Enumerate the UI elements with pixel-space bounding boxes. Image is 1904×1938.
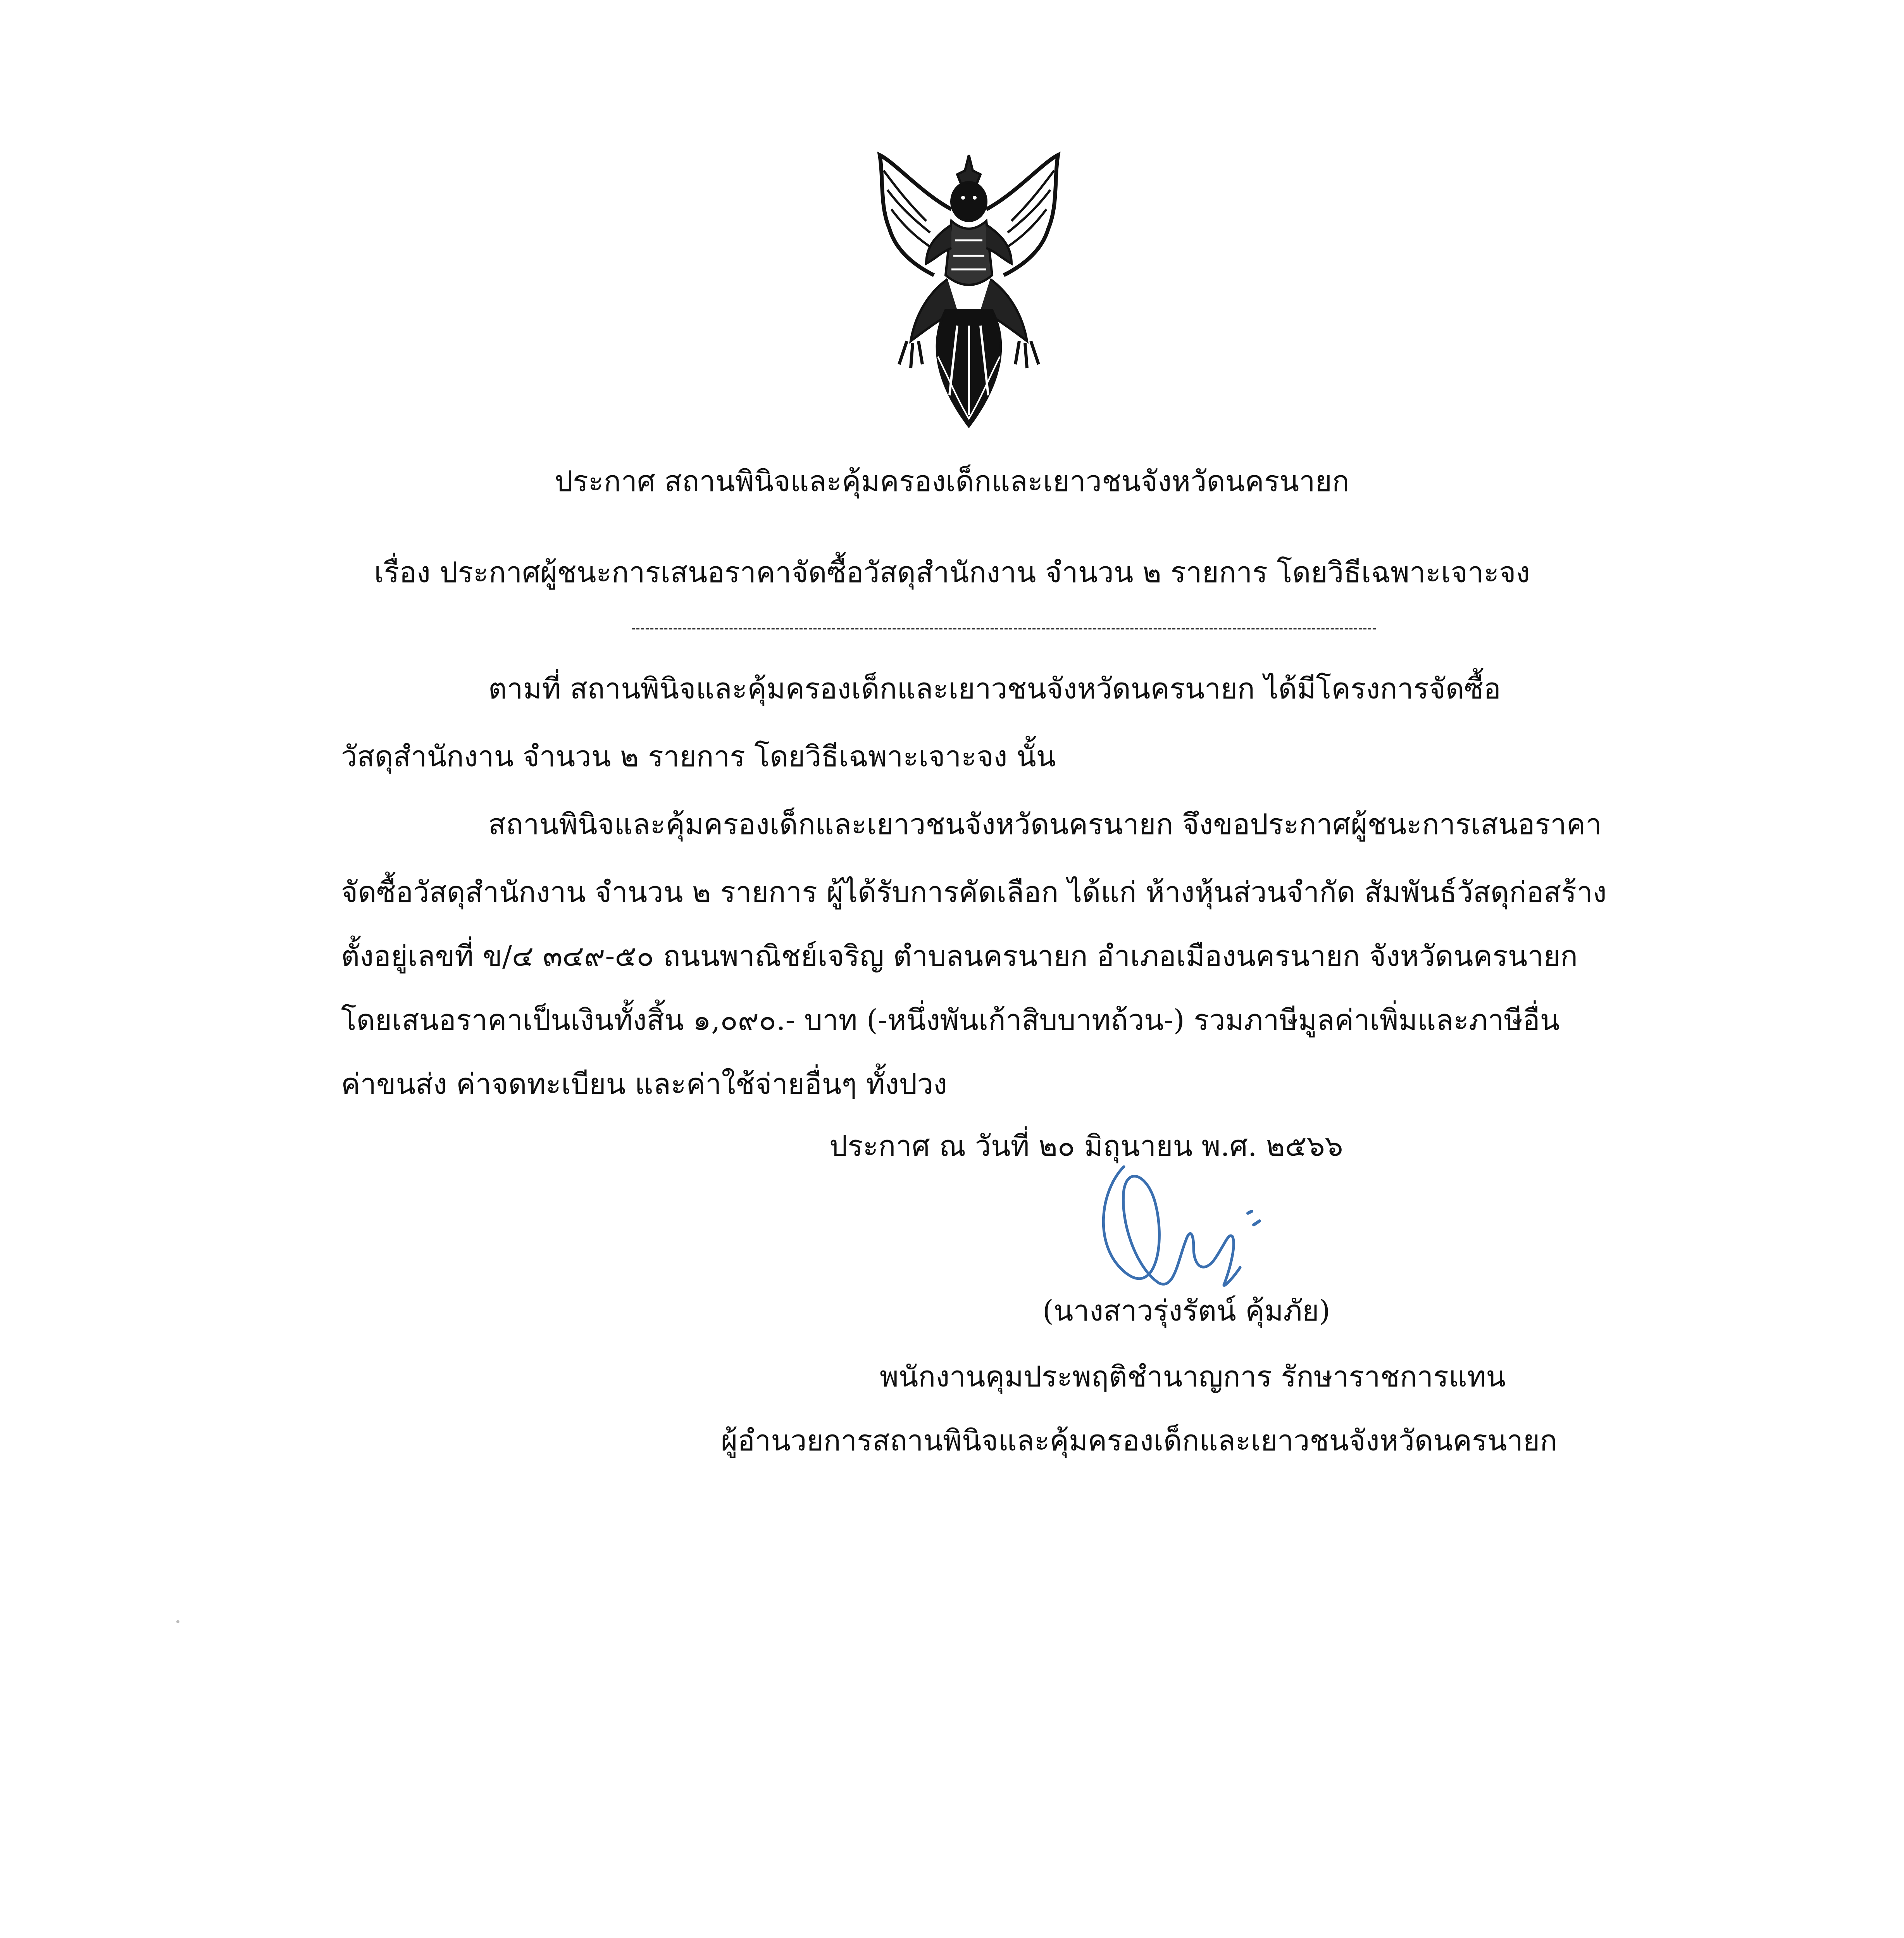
signatory-position: พนักงานคุมประพฤติชำนาญการ รักษาราชการแทน (880, 1360, 1506, 1393)
announcement-date: ประกาศ ณ วันที่ ๒๐ มิถุนายน พ.ศ. ๒๕๖๖ (829, 1129, 1343, 1163)
garuda-emblem-icon (868, 147, 1070, 442)
paragraph-2-line-5: ค่าขนส่ง ค่าจดทะเบียน และค่าใช้จ่ายอื่นๆ ทั้งปวง (341, 1067, 948, 1101)
signatory-office: ผู้อำนวยการสถานพินิจและคุ้มครองเด็กและเยาวชนจังหวัดนครนายก (721, 1424, 1558, 1457)
scan-speck (176, 1620, 179, 1623)
paragraph-2-line-1: สถานพินิจและคุ้มครองเด็กและเยาวชนจังหวัดนครนายก จึงขอประกาศผู้ชนะการเสนอราคา (488, 808, 1602, 841)
divider-rule (632, 628, 1376, 629)
document-subject: เรื่อง ประกาศผู้ชนะการเสนอราคาจัดซื้อวัสดุสำนักงาน จำนวน ๒ รายการ โดยวิธีเฉพาะเจาะจง (374, 556, 1530, 589)
document-title: ประกาศ สถานพินิจและคุ้มครองเด็กและเยาวชนจังหวัดนครนายก (555, 465, 1349, 498)
paragraph-2-line-3: ตั้งอยู่เลขที่ ข/๔ ๓๔๙-๕๐ ถนนพาณิชย์เจริญ ตำบลนครนายก อำเภอเมืองนครนายก จังหวัดนครนายก (341, 940, 1578, 973)
paragraph-1-line-1: ตามที่ สถานพินิจและคุ้มครองเด็กและเยาวชนจังหวัดนครนายก ได้มีโครงการจัดซื้อ (488, 672, 1501, 705)
handwritten-signature (1077, 1143, 1279, 1314)
signatory-name: (นางสาวรุ่งรัตน์ คุ้มภัย) (1042, 1294, 1330, 1328)
paragraph-2-line-2: จัดซื้อวัสดุสำนักงาน จำนวน ๒ รายการ ผู้ได้รับการคัดเลือก ได้แก่ ห้างหุ้นส่วนจำกัด สัมพันธ์วัสดุก่อสร้าง (341, 876, 1607, 909)
paragraph-2-line-4: โดยเสนอราคาเป็นเงินทั้งสิ้น ๑,๐๙๐.- บาท (-หนึ่งพันเก้าสิบบาทถ้วน-) รวมภาษีมูลค่าเพิ่มและภาษีอื่น (341, 1003, 1560, 1037)
paragraph-1-line-2: วัสดุสำนักงาน จำนวน ๒ รายการ โดยวิธีเฉพาะเจาะจง นั้น (341, 740, 1056, 773)
